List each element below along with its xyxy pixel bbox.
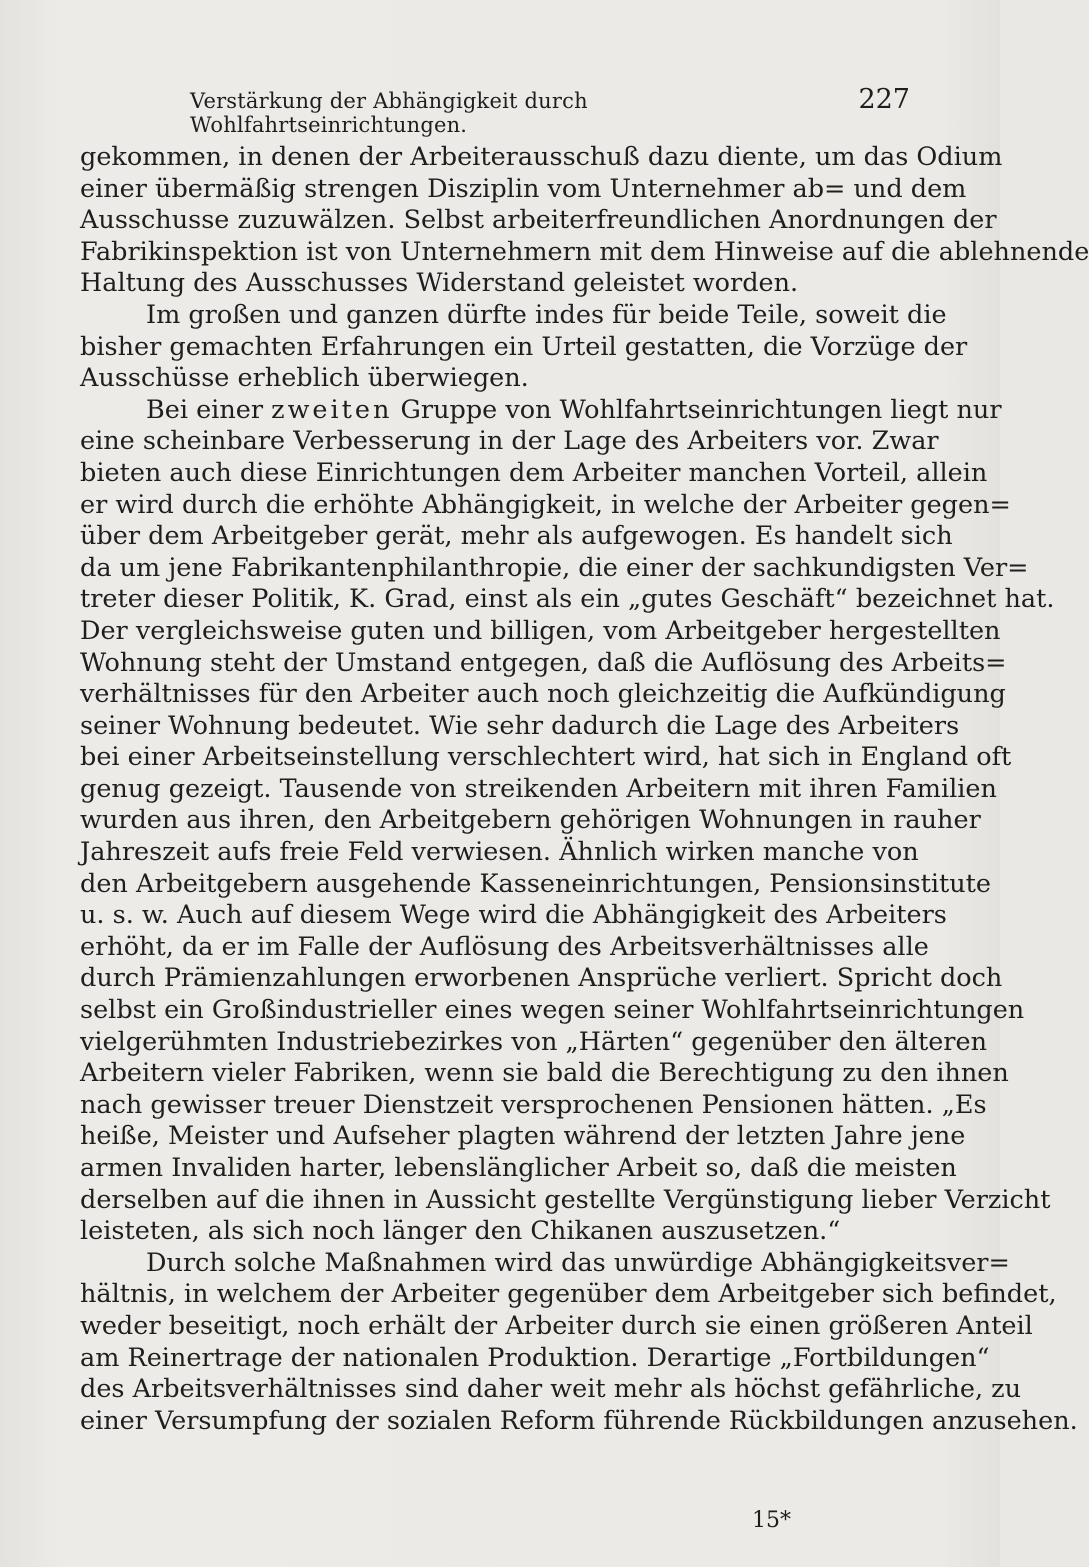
text-line: am Reinertrage der nationalen Produktion. Derartige „Fortbildungen“: [80, 1342, 990, 1373]
page-header: [190, 84, 910, 137]
running-head: Verstärkung der Abhängigkeit durch Wohlfahrtseinrichtungen.: [190, 89, 588, 137]
text-line: treter dieser Politik, K. Grad, einst als ein „gutes Geschäft“ bezeichnet hat.: [80, 584, 1055, 615]
text-line: nach gewisser treuer Dienstzeit versprochenen Pensionen hätten. „Es: [80, 1089, 987, 1120]
text-line: vielgerühmten Industriebezirkes von „Härten“ gegenüber den älteren: [80, 1026, 988, 1057]
emphasized-word: zweiten: [271, 394, 393, 425]
text-line: leisteten, als sich noch länger den Chikanen auszusetzen.“: [80, 1216, 841, 1247]
text-line: weder beseitigt, noch erhält der Arbeiter durch sie einen größeren Anteil: [80, 1310, 1033, 1341]
text-segment: Gruppe von Wohlfahrtseinrichtungen liegt nur: [392, 394, 1002, 425]
text-line: den Arbeitgebern ausgehende Kasseneinrichtungen, Pensionsinstitute: [80, 868, 992, 899]
text-line: u. s. w. Auch auf diesem Wege wird die Abhängigkeit des Arbeiters: [80, 900, 947, 931]
text-line: er wird durch die erhöhte Abhängigkeit, in welche der Arbeiter gegen=: [80, 489, 1011, 520]
text-line: verhältnisses für den Arbeiter auch noch gleichzeitig die Aufkündigung: [80, 679, 1006, 710]
signature-mark: 15*: [752, 1508, 791, 1533]
text-line: Durch solche Maßnahmen wird das unwürdige Abhängigkeitsver=: [146, 1247, 1010, 1278]
text-line: heiße, Meister und Aufseher plagten während der letzten Jahre jene: [80, 1121, 966, 1152]
text-line: hältnis, in welchem der Arbeiter gegenüber dem Arbeitgeber sich befindet,: [80, 1279, 1057, 1310]
text-line: Im großen und ganzen dürfte indes für beide Teile, soweit die: [146, 299, 947, 330]
text-line: einer Versumpfung der sozialen Reform führende Rückbildungen anzusehen.: [80, 1405, 1078, 1436]
text-line: über dem Arbeitgeber gerät, mehr als aufgewogen. Es handelt sich: [80, 521, 953, 552]
text-line: bisher gemachten Erfahrungen ein Urteil gestatten, die Vorzüge der: [80, 331, 968, 362]
text-line: bieten auch diese Einrichtungen dem Arbeiter manchen Vorteil, allein: [80, 457, 988, 488]
text-line: Der vergleichsweise guten und billigen, vom Arbeitgeber hergestellten: [80, 615, 1001, 646]
text-line: seiner Wohnung bedeutet. Wie sehr dadurch die Lage des Arbeiters: [80, 710, 960, 741]
text-line: des Arbeitsverhältnisses sind daher weit mehr als höchst gefährliche, zu: [80, 1374, 1022, 1405]
text-line: armen Invaliden harter, lebenslänglicher Arbeit so, daß die meisten: [80, 1153, 957, 1183]
text-segment: Bei einer: [146, 394, 272, 425]
text-line: genug gezeigt. Tausende von streikenden Arbeitern mit ihren Familien: [80, 773, 997, 804]
text-line: erhöht, da er im Falle der Auflösung des Arbeitsverhältnisses alle: [80, 931, 929, 962]
text-line: Wohnung steht der Umstand entgegen, daß die Auflösung des Arbeits=: [80, 647, 1007, 678]
text-line: bei einer Arbeitseinstellung verschlechtert wird, hat sich in England oft: [80, 742, 1012, 773]
text-line: durch Prämienzahlungen erworbenen Ansprüche verliert. Spricht doch: [80, 963, 1003, 994]
text-line: Fabrikinspektion ist von Unternehmern mit dem Hinweise auf die ablehnende: [80, 236, 1089, 267]
page-number: 227: [858, 84, 910, 115]
text-line: [80, 394, 1002, 427]
text-line: eine scheinbare Verbesserung in der Lage des Arbeiters vor. Zwar: [80, 426, 939, 457]
text-line: einer übermäßig strengen Disziplin vom Unternehmer ab= und dem: [80, 173, 967, 204]
body-text: [80, 142, 1089, 1437]
text-line: Ausschüsse erheblich überwiegen.: [80, 363, 529, 394]
text-line: derselben auf die ihnen in Aussicht gestellte Vergünstigung lieber Verzicht: [80, 1184, 1051, 1215]
text-line: da um jene Fabrikantenphilanthropie, die einer der sachkundigsten Ver=: [80, 552, 1029, 583]
text-line: selbst ein Großindustrieller eines wegen seiner Wohlfahrtseinrichtungen: [80, 995, 1025, 1026]
text-line: wurden aus ihren, den Arbeitgebern gehörigen Wohnungen in rauher: [80, 805, 981, 836]
text-line: Ausschusse zuzuwälzen. Selbst arbeiterfreundlichen Anordnungen der: [80, 205, 997, 236]
text-line: Haltung des Ausschusses Widerstand geleistet worden.: [80, 268, 799, 299]
text-line: Arbeitern vieler Fabriken, wenn sie bald die Berechtigung zu den ihnen: [80, 1058, 1009, 1089]
text-line: gekommen, in denen der Arbeiterausschuß dazu diente, um das Odium: [80, 142, 1003, 172]
text-line: Jahreszeit aufs freie Feld verwiesen. Ähnlich wirken manche von: [80, 837, 919, 868]
